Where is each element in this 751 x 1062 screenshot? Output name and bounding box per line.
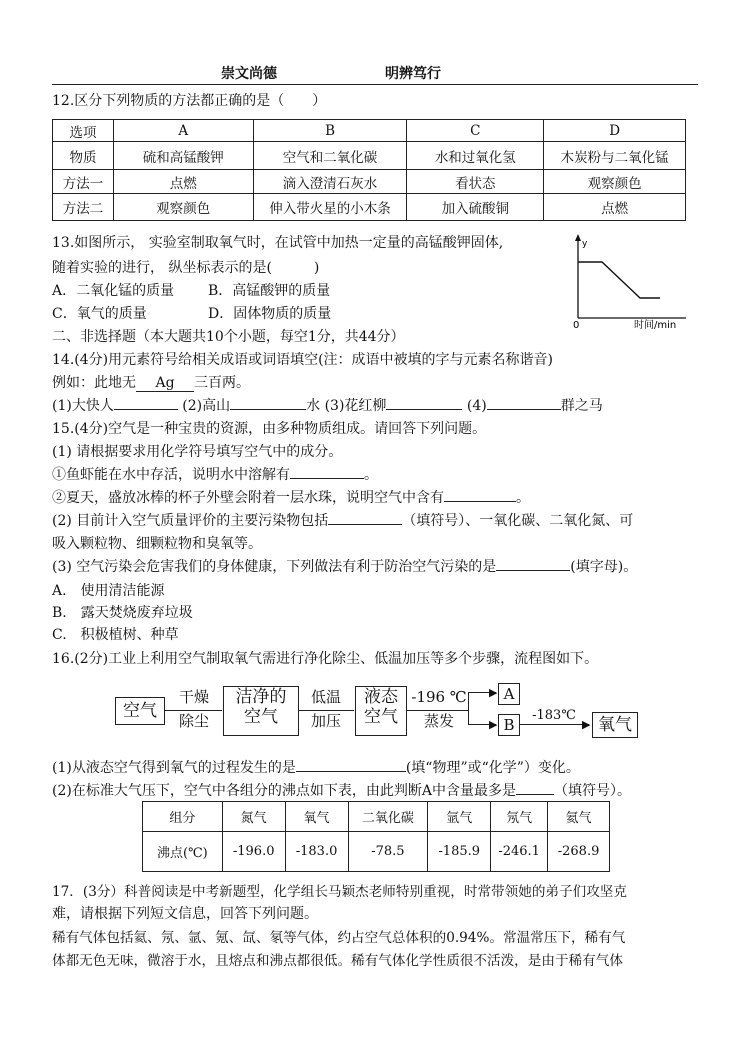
q16-cell: 氩气 <box>428 802 491 832</box>
q15-part3 <box>52 556 637 576</box>
q16-cell: -183.0 <box>285 832 348 872</box>
flow-arrowhead-a: ▶ <box>489 686 498 699</box>
flow-branch <box>468 692 469 724</box>
q13-graph <box>568 232 698 332</box>
q12-row-header <box>53 120 686 142</box>
q12-cell: 点燃 <box>113 170 253 194</box>
q15-option-c: C. 积极植树、种草 <box>52 627 179 643</box>
q16-blank2[interactable] <box>516 780 554 795</box>
flow-box-oxygen: 氧气 <box>592 712 638 738</box>
q13-option-b: B．高锰酸钾的质量 <box>208 283 331 299</box>
q12-cell: 空气和二氧化碳 <box>253 142 407 170</box>
q15-part2b: 吸入颗粒物、细颗粒物和臭氧等。 <box>52 536 262 552</box>
q13-line1: 13.如图所示， 实验室制取氧气时，在试管中加热一定量的高锰酸钾固体, <box>52 235 504 251</box>
q15-part1: (1) 请根据要求用化学符号填写空气中的成分。 <box>52 444 343 460</box>
q15-part3-post: (填字母)。 <box>570 559 638 575</box>
q12-cell: 木炭粉与二氧化锰 <box>544 142 686 170</box>
q15-part2a <box>52 510 633 530</box>
header-rule <box>52 84 698 85</box>
q16-cell: 氧气 <box>285 802 348 832</box>
q14-example-answer: Ag <box>136 375 194 392</box>
q16-cell: -185.9 <box>428 832 491 872</box>
header-motto-left: 崇文尚德 <box>221 66 277 82</box>
q15-part1a: ①鱼虾能在水中存活，说明水中溶解有 。 <box>52 464 378 484</box>
q12-cell: 加入硫酸铜 <box>407 194 544 221</box>
q12-cell: 滴入澄清石灰水 <box>253 170 407 194</box>
flow-liquid-top: 液态 <box>364 687 398 707</box>
q16-part2 <box>52 780 631 800</box>
q13-line2: 随着实验的进行， 纵坐标表示的是( ) <box>52 260 320 276</box>
q13-graph-curve <box>578 262 660 298</box>
flow-liquid-bottom: 空气 <box>364 707 398 728</box>
q16-cell: 组分 <box>143 802 223 832</box>
q13-option-a: A．二氧化锰的质量 <box>52 283 175 299</box>
q14-example-post: 三百两。 <box>194 375 250 391</box>
q14-item2-post: 水 <box>306 398 321 414</box>
q12-cell: 观察颜色 <box>544 170 686 194</box>
flow-clean-bottom: 空气 <box>244 707 278 728</box>
q16-part1-text: (1)从液态空气得到氧气的过程发生的是 <box>52 760 296 776</box>
flow-step1-bottom: 除尘 <box>178 712 209 730</box>
q14-stem: 14.(4分)用元素符号给相关成语或词语填空(注：成语中被填的字与元素名称谐音) <box>52 352 554 368</box>
q15-part1a-text: ①鱼虾能在水中存活，说明水中溶解有 <box>52 467 290 483</box>
q14-blank2[interactable] <box>230 395 306 410</box>
q17-line2: 难，请根据下列短文信息，回答下列问题。 <box>52 906 318 922</box>
q16-stem: 16.(2分)工业上利用空气制取氧气需进行净化除尘、低温加压等多个步骤，流程图如下。 <box>52 651 599 667</box>
q14-blank4[interactable] <box>487 395 561 410</box>
q14-blank1[interactable] <box>114 395 178 410</box>
flow-step4: -183℃ <box>532 708 576 723</box>
q12-cell: 选项 <box>53 120 114 142</box>
q17-line4: 体都无色无味，微溶于水，且熔点和沸点都很低。稀有气体化学性质很不活泼，是由于稀有气体 <box>52 953 623 969</box>
q13-option-c: C．氧气的质量 <box>52 306 147 322</box>
q12-stem: 12.区分下列物质的方法都正确的是（ ） <box>52 93 327 109</box>
q13-graph-ylabel: y <box>582 239 588 249</box>
q12-cell: 方法二 <box>53 194 114 221</box>
flow-arrowhead-4: ▶ <box>582 718 591 731</box>
q14-example-pre: 例如：此地无 <box>52 375 136 391</box>
q16-table-row-boiling <box>143 832 610 872</box>
q15-part3-text: (3) 空气污染会危害我们的身体健康，下列做法有利于防治空气污染的是 <box>52 559 497 575</box>
q12-cell: 点燃 <box>544 194 686 221</box>
q12-cell: B <box>253 120 407 142</box>
q15-part1b: ②夏天，盛放冰棒的杯子外壁会附着一层水珠，说明空气中含有 。 <box>52 487 530 507</box>
q15-blank2[interactable] <box>328 510 402 525</box>
flow-step3-top: -196 ℃ <box>411 688 467 706</box>
q16-part2-text: (2)在标准大气压下，空气中各组分的沸点如下表，由此判断A中含量最多是 <box>52 783 516 799</box>
q16-cell: 沸点(℃) <box>143 832 223 872</box>
q16-cell: 氮气 <box>222 802 285 832</box>
q17-line3: 稀有气体包括氦、氖、氩、氪、氙、氡等气体，约占空气总体积的0.94%。常温常压下，稀有气 <box>52 930 626 946</box>
q16-table-row-component <box>143 802 610 832</box>
q12-cell: 水和过氧化氢 <box>407 142 544 170</box>
q12-row-method2 <box>53 194 686 221</box>
q15-blank1a[interactable] <box>290 464 364 479</box>
q13-option-d: D．固体物质的质量 <box>208 306 332 322</box>
q12-cell: 看状态 <box>407 170 544 194</box>
q15-option-b: B. 露天焚烧废弃垃圾 <box>52 605 193 621</box>
q16-cell: -196.0 <box>222 832 285 872</box>
flow-step3-bottom: 蒸发 <box>423 712 454 730</box>
q15-blank3[interactable] <box>496 556 570 571</box>
q14-example <box>52 372 250 392</box>
q15-part2a-post: （填符号）、一氧化碳、二氧化氮、可 <box>402 513 634 529</box>
q14-item4: (4) <box>466 398 487 414</box>
q13-graph-origin: 0 <box>573 320 580 331</box>
q12-cell: 硫和高锰酸钾 <box>113 142 253 170</box>
q16-part2-post: （填符号）。 <box>553 783 631 799</box>
q14-item3: (3)花红柳 <box>324 398 387 414</box>
q14-blank3[interactable] <box>386 395 462 410</box>
flow-arrow-2 <box>298 710 354 711</box>
q12-cell: D <box>544 120 686 142</box>
flow-box-clean-air <box>223 686 299 736</box>
flow-step2-bottom: 加压 <box>310 712 341 730</box>
q16-part1-post: (填“物理”或“化学”）变化。 <box>405 760 580 776</box>
q17-line1: 17．(3分）科普阅读是中考新题型，化学组长马颖杰老师特别重视，时常带领她的弟子们攻坚克 <box>52 884 627 900</box>
q15-blank1b[interactable] <box>444 487 516 502</box>
q14-item2: (2)高山 <box>182 398 231 414</box>
flow-box-b: B <box>498 714 520 736</box>
q15-stem: 15.(4分)空气是一种宝贵的资源，由多种物质组成。请回答下列问题。 <box>52 421 487 437</box>
q16-cell: -246.1 <box>491 832 548 872</box>
q15-part2a-text: (2) 目前计入空气质量评价的主要污染物包括 <box>52 513 329 529</box>
section2-title: 二、非选择题（本大题共10个小题，每空1分，共44分） <box>52 329 405 345</box>
flow-arrow-3 <box>406 710 468 711</box>
q16-cell: 氖气 <box>491 802 548 832</box>
q16-cell: 氦气 <box>548 802 610 832</box>
flow-arrowhead-b: ▶ <box>489 718 498 731</box>
q14-item4-post: 群之马 <box>560 398 603 414</box>
q16-boiling-table <box>142 801 610 872</box>
flow-clean-top: 洁净的 <box>235 687 287 707</box>
q12-table <box>52 119 686 221</box>
q12-cell: 伸入带火星的小木条 <box>253 194 407 221</box>
header-motto-right: 明辨笃行 <box>385 66 441 82</box>
flow-box-air: 空气 <box>115 697 165 725</box>
q16-cell: -268.9 <box>548 832 610 872</box>
q16-cell: 二氧化碳 <box>348 802 428 832</box>
q13-graph-xlabel: 时间/min <box>634 320 677 331</box>
q12-row-method1 <box>53 170 686 194</box>
q16-part1 <box>52 757 580 777</box>
q15-part1b-text: ②夏天，盛放冰棒的杯子外壁会附着一层水珠，说明空气中含有 <box>52 490 444 506</box>
q12-cell: 方法一 <box>53 170 114 194</box>
flow-arrow-1 <box>164 710 222 711</box>
q15-option-a: A. 使用清洁能源 <box>52 583 165 599</box>
q12-cell: 观察颜色 <box>113 194 253 221</box>
q12-row-substance <box>53 142 686 170</box>
q14-items <box>52 395 603 415</box>
flow-step1-top: 干燥 <box>178 688 209 706</box>
q12-cell: C <box>407 120 544 142</box>
flow-box-a: A <box>498 683 520 705</box>
flow-box-liquid-air <box>355 686 407 736</box>
q12-cell: A <box>113 120 253 142</box>
q16-blank1[interactable] <box>296 757 406 772</box>
q14-item1: (1)大快人 <box>52 398 114 414</box>
q12-cell: 物质 <box>53 142 114 170</box>
flow-step2-top: 低温 <box>310 688 341 706</box>
q16-cell: -78.5 <box>348 832 428 872</box>
